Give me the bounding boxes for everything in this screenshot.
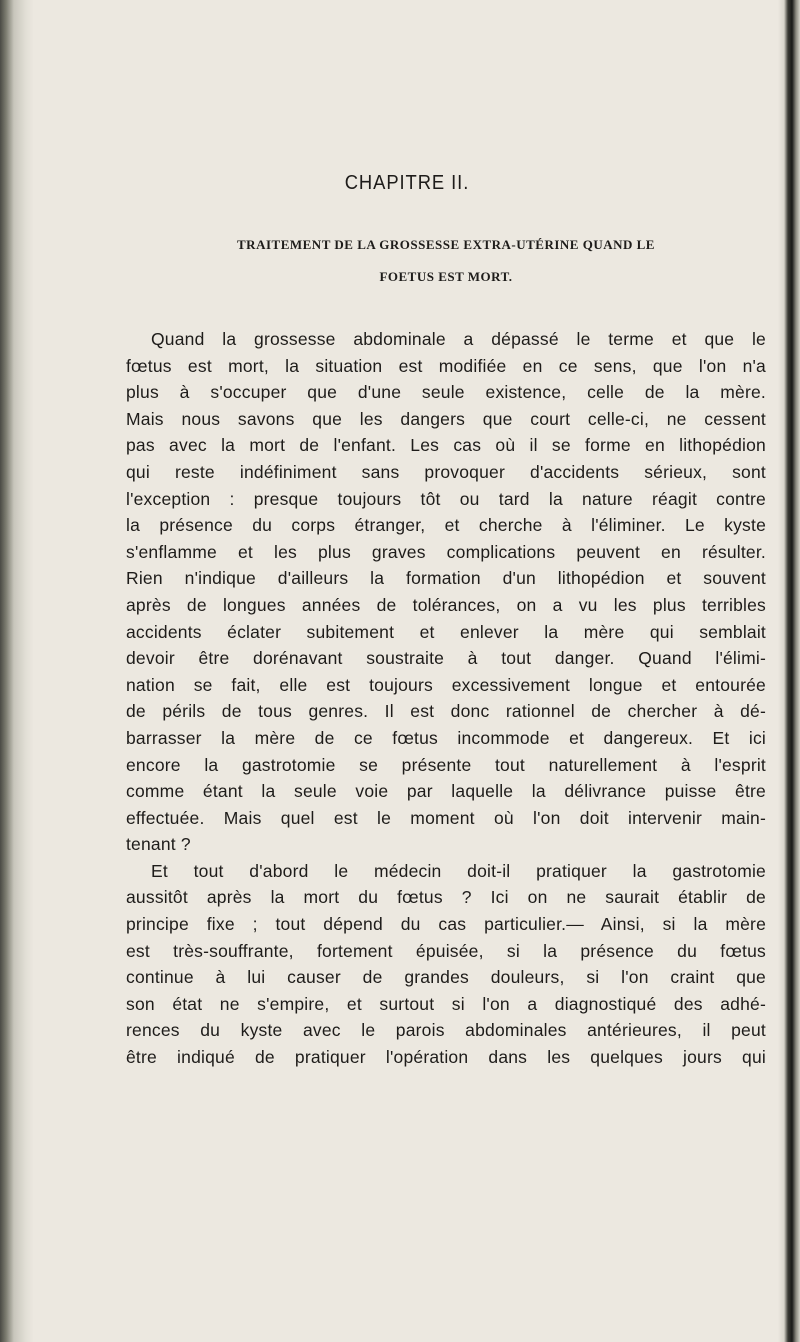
text-line: encore la gastrotomie se présente tout naturellement à l'esprit [126, 754, 766, 775]
text-line: de périls de tous genres. Il est donc rationnel de chercher à dé- [126, 701, 766, 722]
section-title-line-2: FOETUS EST MORT. [379, 269, 513, 284]
text-line: Rien n'indique d'ailleurs la formation d'un lithopédion et souvent [126, 568, 766, 589]
text-line: pas avec la mort de l'enfant. Les cas où il se forme en lithopédion [126, 435, 766, 456]
text-line: aussitôt après la mort du fœtus ? Ici on ne saurait établir de [126, 887, 766, 908]
text-line: être indiqué de pratiquer l'opération dans les quelques jours qui [126, 1047, 766, 1068]
section-title-line-1: TRAITEMENT DE LA GROSSESSE EXTRA-UTÉRINE QUAND LE [237, 237, 655, 252]
section-title [126, 229, 766, 293]
body-text [126, 326, 766, 1071]
text-line: l'exception : presque toujours tôt ou tard la nature réagit contre [126, 488, 766, 509]
text-line: Et tout d'abord le médecin doit-il pratiquer la gastrotomie [151, 860, 766, 881]
paragraph [126, 858, 766, 1071]
text-line: comme étant la seule voie par laquelle la délivrance puisse être [126, 781, 766, 802]
page-edge [778, 0, 800, 1342]
text-line: fœtus est mort, la situation est modifiée en ce sens, que l'on n'a [126, 355, 766, 376]
text-line: nation se fait, elle est toujours excessivement longue et entourée [126, 674, 766, 695]
text-line: s'enflamme et les plus graves complications peuvent en résulter. [126, 541, 766, 562]
text-line: barrasser la mère de ce fœtus incommode et dangereux. Et ici [126, 727, 766, 748]
text-line: son état ne s'empire, et surtout si l'on a diagnostiqué des adhé- [126, 993, 766, 1014]
text-line: la présence du corps étranger, et cherche à l'éliminer. Le kyste [126, 515, 766, 536]
text-line: principe fixe ; tout dépend du cas particulier.— Ainsi, si la mère [126, 914, 766, 935]
text-line: Mais nous savons que les dangers que court celle-ci, ne cessent [126, 408, 766, 429]
text-line: plus à s'occuper que d'une seule existence, celle de la mère. [126, 382, 766, 403]
text-line: tenant ? [126, 834, 191, 855]
text-line: accidents éclater subitement et enlever la mère qui semblait [126, 621, 766, 642]
text-line: devoir être dorénavant soustraite à tout danger. Quand l'élimi- [126, 648, 766, 669]
text-line: rences du kyste avec le parois abdominales antérieures, il peut [126, 1020, 766, 1041]
paragraph [126, 326, 766, 858]
chapter-heading: CHAPITRE II. [344, 172, 470, 194]
text-line: est très-souffrante, fortement épuisée, si la présence du fœtus [126, 940, 766, 961]
text-line: effectuée. Mais quel est le moment où l'on doit intervenir main- [126, 807, 766, 828]
book-spine-shadow [0, 0, 34, 1342]
text-line: après de longues années de tolérances, on a vu les plus terribles [126, 594, 766, 615]
text-line: qui reste indéfiniment sans provoquer d'accidents sérieux, sont [126, 461, 766, 482]
text-line: continue à lui causer de grandes douleurs, si l'on craint que [126, 967, 766, 988]
text-line: Quand la grossesse abdominale a dépassé le terme et que le [151, 329, 766, 349]
